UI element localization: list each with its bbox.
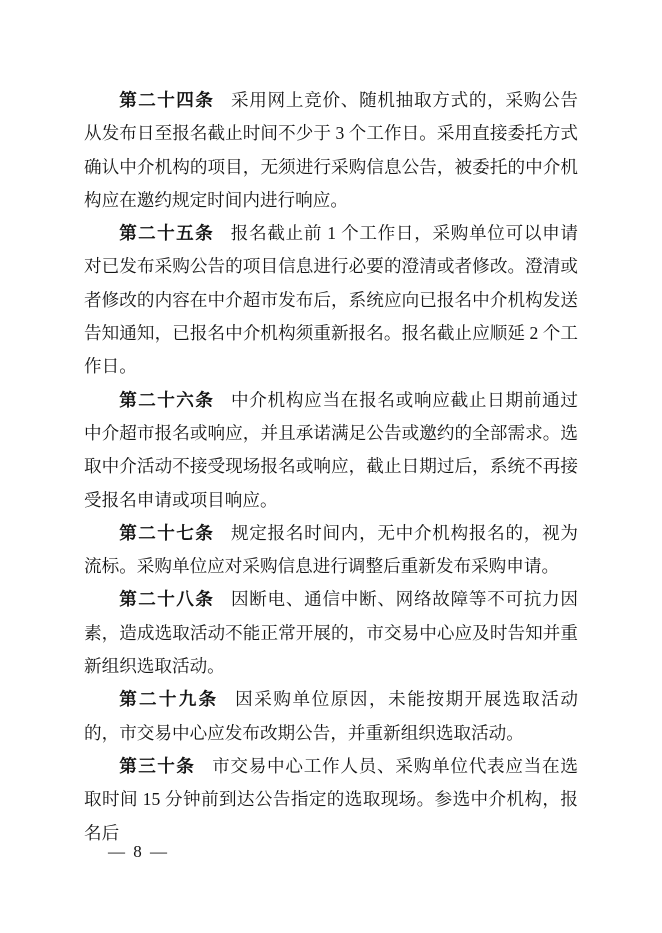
article-body: 采用网上竞价、随机抽取方式的，采购公告从发布日至报名截止时间不少于 3 个工作日。采用直接委托方式确认中介机构的项目，无须进行采购信息公告，被委托的中介机构应在邀约规定时间内进行响应。 <box>84 90 578 210</box>
article-body: 规定报名时间内，无中介机构报名的，视为流标。采购单位应对采购信息进行调整后重新发布采购申请。 <box>84 522 578 577</box>
article-body: 因断电、通信中断、网络故障等不可抗力因素，造成选取活动不能正常开展的，市交易中心应及时告知并重新组织选取活动。 <box>84 589 578 677</box>
article-number: 第二十七条 <box>119 522 215 543</box>
article-paragraph <box>84 84 578 217</box>
article-paragraph <box>84 217 578 383</box>
document-body-text <box>84 84 578 850</box>
article-number: 第二十四条 <box>119 90 215 110</box>
article-paragraph <box>84 384 578 517</box>
article-paragraph <box>84 583 578 683</box>
article-body: 因采购单位原因，未能按期开展选取活动的，市交易中心应发布改期公告，并重新组织选取活动。 <box>84 689 578 743</box>
article-number: 第二十八条 <box>119 589 215 610</box>
article-number: 第二十五条 <box>119 223 215 244</box>
article-paragraph <box>84 683 578 750</box>
article-paragraph <box>84 750 578 850</box>
article-number: 第二十六条 <box>119 389 215 410</box>
article-number: 第二十九条 <box>119 689 219 710</box>
article-body: 报名截止前 1 个工作日，采购单位可以申请对已发布采购公告的项目信息进行必要的澄清或者修改。澄清或者修改的内容在中介超市发布后，系统应向已报名中介机构发送告知通知，已报名中介机构须重新报名。报名截止应顺延 2 个工作日。 <box>84 223 578 377</box>
article-body: 市交易中心工作人员、采购单位代表应当在选取时间 15 分钟前到达公告指定的选取现场。参选中介机构，报名后 <box>84 755 578 843</box>
article-number: 第三十条 <box>119 755 196 776</box>
article-paragraph <box>84 517 578 584</box>
article-body: 中介机构应当在报名或响应截止日期前通过中介超市报名或响应，并且承诺满足公告或邀约的全部需求。选取中介活动不接受现场报名或响应，截止日期过后，系统不再接受报名申请或项目响应。 <box>84 389 578 510</box>
page-number: — 8 — <box>108 842 169 861</box>
